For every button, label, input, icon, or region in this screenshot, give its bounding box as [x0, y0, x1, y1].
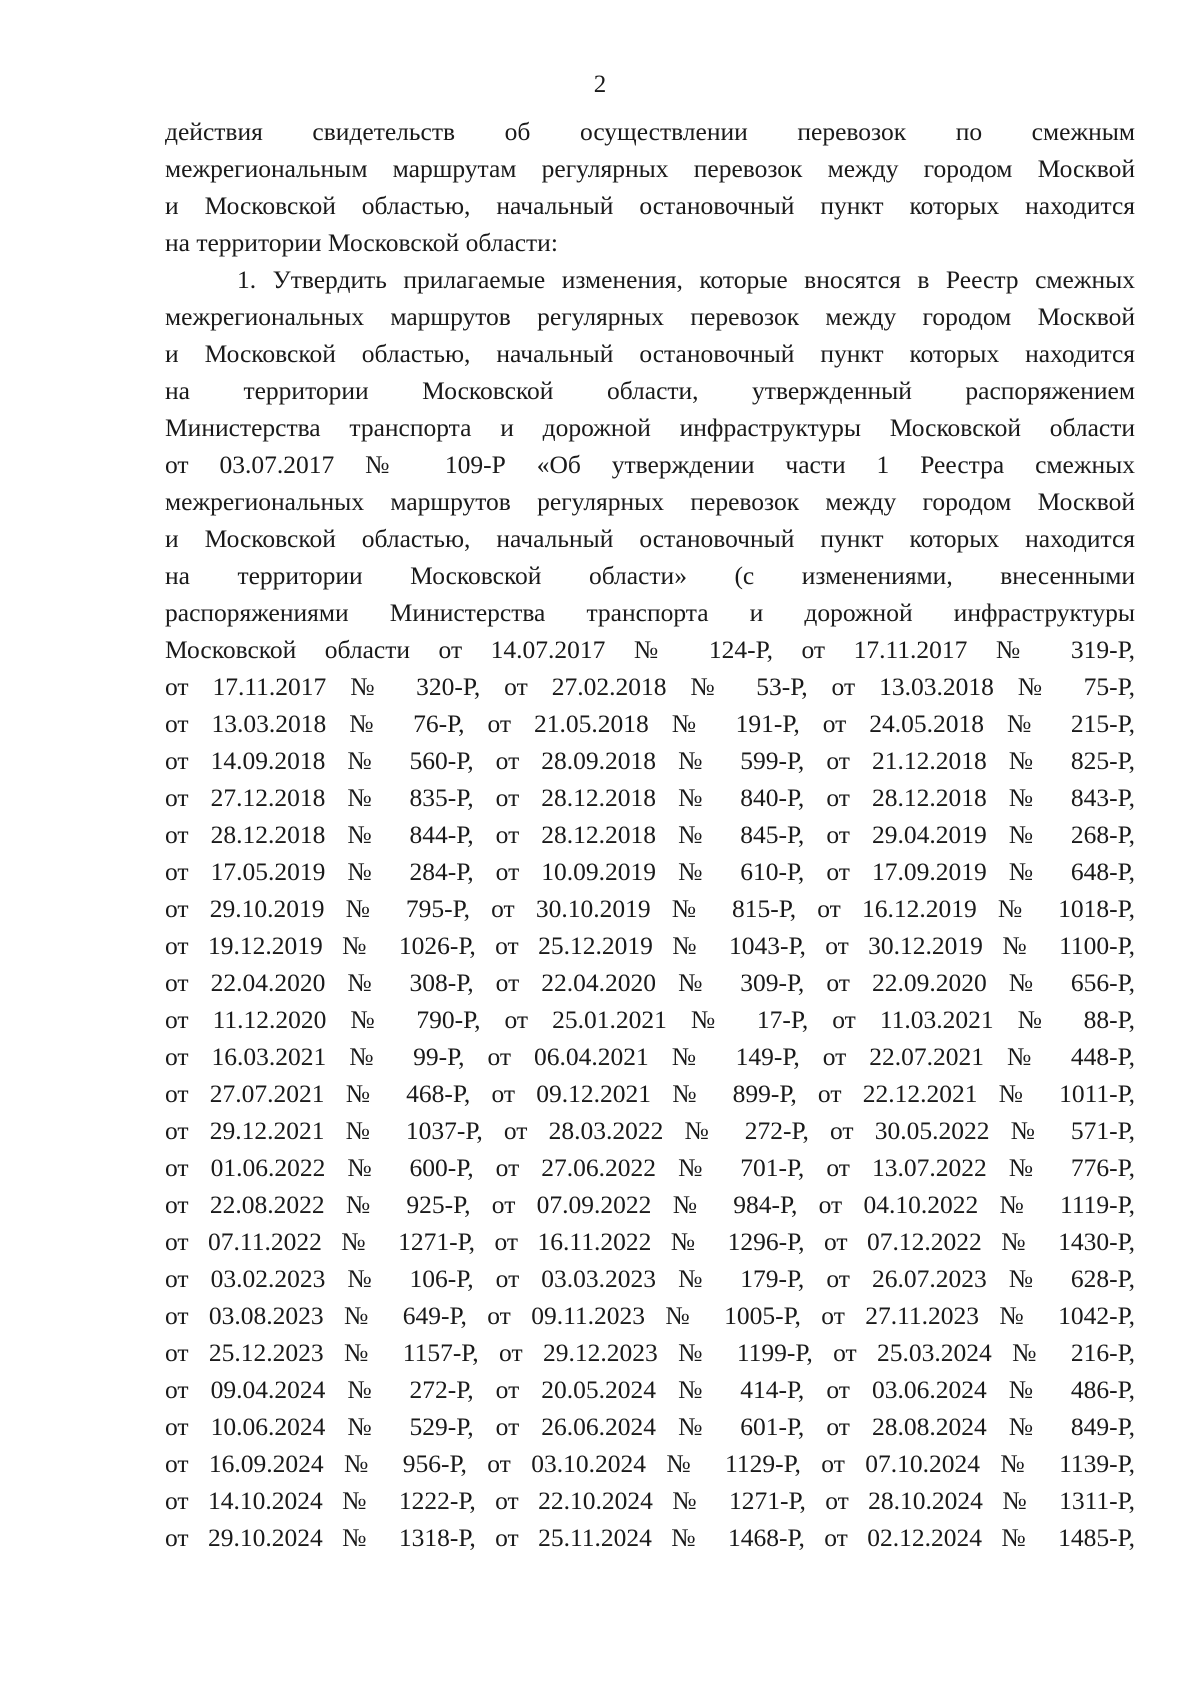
text-line: на территории Московской области» (с изменениями, внесенными: [165, 561, 1135, 590]
text-line: от 22.08.2022 № 925-Р, от 07.09.2022 № 984-Р, от 04.10.2022 № 1119-Р,: [165, 1190, 1135, 1219]
text-line: от 03.02.2023 № 106-Р, от 03.03.2023 № 179-Р, от 26.07.2023 № 628-Р,: [165, 1264, 1135, 1293]
text-line: от 03.07.2017 № 109-Р «Об утверждении части 1 Реестра смежных: [165, 450, 1135, 479]
text-line: от 03.08.2023 № 649-Р, от 09.11.2023 № 1005-Р, от 27.11.2023 № 1042-Р,: [165, 1301, 1135, 1330]
text-line: от 17.11.2017 № 320-Р, от 27.02.2018 № 53-Р, от 13.03.2018 № 75-Р,: [165, 672, 1135, 701]
text-line: от 14.09.2018 № 560-Р, от 28.09.2018 № 599-Р, от 21.12.2018 № 825-Р,: [165, 746, 1135, 775]
text-line: межрегиональных маршрутов регулярных перевозок между городом Москвой: [165, 302, 1135, 331]
text-line: от 27.12.2018 № 835-Р, от 28.12.2018 № 840-Р, от 28.12.2018 № 843-Р,: [165, 783, 1135, 812]
text-line: от 13.03.2018 № 76-Р, от 21.05.2018 № 191-Р, от 24.05.2018 № 215-Р,: [165, 709, 1135, 738]
text-line: от 11.12.2020 № 790-Р, от 25.01.2021 № 17-Р, от 11.03.2021 № 88-Р,: [165, 1005, 1135, 1034]
text-line: от 16.09.2024 № 956-Р, от 03.10.2024 № 1129-Р, от 07.10.2024 № 1139-Р,: [165, 1449, 1135, 1478]
text-line: от 01.06.2022 № 600-Р, от 27.06.2022 № 701-Р, от 13.07.2022 № 776-Р,: [165, 1153, 1135, 1182]
text-line: от 29.10.2019 № 795-Р, от 30.10.2019 № 815-Р, от 16.12.2019 № 1018-Р,: [165, 894, 1135, 923]
text-line: от 29.12.2021 № 1037-Р, от 28.03.2022 № 272-Р, от 30.05.2022 № 571-Р,: [165, 1116, 1135, 1145]
text-line: от 28.12.2018 № 844-Р, от 28.12.2018 № 845-Р, от 29.04.2019 № 268-Р,: [165, 820, 1135, 849]
text-line: от 17.05.2019 № 284-Р, от 10.09.2019 № 610-Р, от 17.09.2019 № 648-Р,: [165, 857, 1135, 886]
document-body: [165, 113, 1135, 1556]
text-line: от 10.06.2024 № 529-Р, от 26.06.2024 № 601-Р, от 28.08.2024 № 849-Р,: [165, 1412, 1135, 1441]
text-line: от 19.12.2019 № 1026-Р, от 25.12.2019 № 1043-Р, от 30.12.2019 № 1100-Р,: [165, 931, 1135, 960]
text-line: межрегиональным маршрутам регулярных перевозок между городом Москвой: [165, 154, 1135, 183]
text-line: и Московской областью, начальный остановочный пункт которых находится: [165, 339, 1135, 368]
page-number: 2: [593, 71, 607, 98]
text-line: от 07.11.2022 № 1271-Р, от 16.11.2022 № 1296-Р, от 07.12.2022 № 1430-Р,: [165, 1227, 1135, 1256]
text-line: от 22.04.2020 № 308-Р, от 22.04.2020 № 309-Р, от 22.09.2020 № 656-Р,: [165, 968, 1135, 997]
text-line: от 27.07.2021 № 468-Р, от 09.12.2021 № 899-Р, от 22.12.2021 № 1011-Р,: [165, 1079, 1135, 1108]
text-line: 1. Утвердить прилагаемые изменения, которые вносятся в Реестр смежных: [237, 265, 1135, 294]
text-line: межрегиональных маршрутов регулярных перевозок между городом Москвой: [165, 487, 1135, 516]
text-line: от 09.04.2024 № 272-Р, от 20.05.2024 № 414-Р, от 03.06.2024 № 486-Р,: [165, 1375, 1135, 1404]
text-line: и Московской областью, начальный остановочный пункт которых находится: [165, 191, 1135, 220]
text-line: от 25.12.2023 № 1157-Р, от 29.12.2023 № 1199-Р, от 25.03.2024 № 216-Р,: [165, 1338, 1135, 1367]
text-line: распоряжениями Министерства транспорта и дорожной инфраструктуры: [165, 598, 1135, 627]
text-line: и Московской областью, начальный остановочный пункт которых находится: [165, 524, 1135, 553]
text-line: от 16.03.2021 № 99-Р, от 06.04.2021 № 149-Р, от 22.07.2021 № 448-Р,: [165, 1042, 1135, 1071]
text-line: на территории Московской области, утвержденный распоряжением: [165, 376, 1135, 405]
text-line: Московской области от 14.07.2017 № 124-Р, от 17.11.2017 № 319-Р,: [165, 635, 1135, 664]
text-line: от 14.10.2024 № 1222-Р, от 22.10.2024 № 1271-Р, от 28.10.2024 № 1311-Р,: [165, 1486, 1135, 1515]
text-line: от 29.10.2024 № 1318-Р, от 25.11.2024 № 1468-Р, от 02.12.2024 № 1485-Р,: [165, 1523, 1135, 1552]
text-line: на территории Московской области:: [165, 228, 558, 257]
text-line: действия свидетельств об осуществлении перевозок по смежным: [165, 117, 1135, 146]
text-line: Министерства транспорта и дорожной инфраструктуры Московской области: [165, 413, 1135, 442]
